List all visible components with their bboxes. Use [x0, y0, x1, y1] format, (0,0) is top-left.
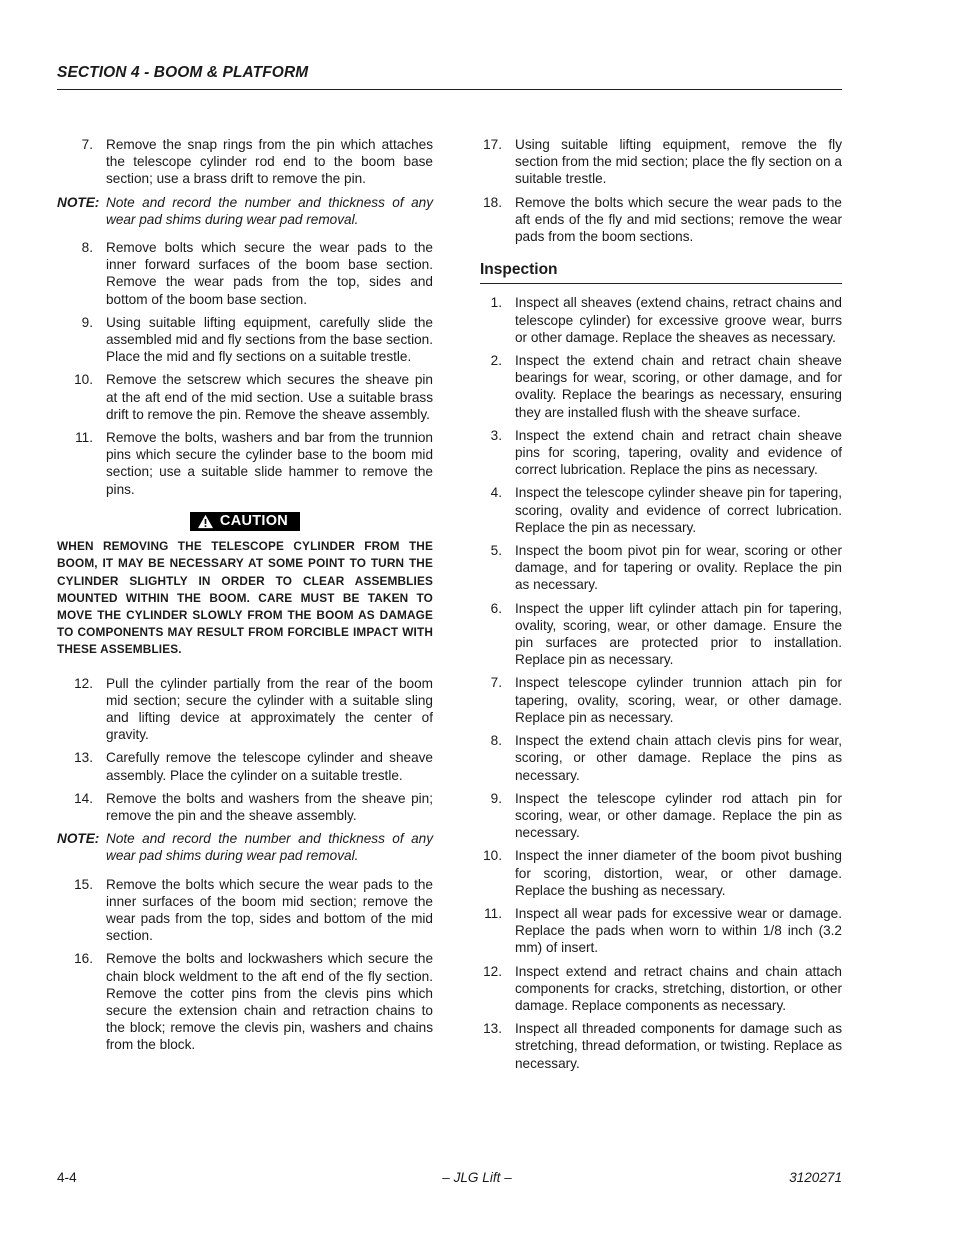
list-item [480, 427, 842, 479]
step-text: Inspect extend and retract chains and chain attach components for cracks, stretching, distortion, or other damage. Replace components as necessary. [515, 963, 842, 1013]
header-divider [57, 89, 842, 90]
list-item [57, 239, 433, 308]
caution-badge [190, 512, 300, 531]
step-text: Using suitable lifting equipment, remove the fly section from the mid section; place the fly section on a suitable trestle. [515, 137, 842, 187]
step-text: Remove the bolts which secure the wear pads to the aft ends of the fly and mid sections; remove the wear pads from the boom sections. [515, 194, 842, 245]
list-item [480, 790, 842, 842]
step-number: 11. [484, 905, 502, 921]
step-text: Inspect all wear pads for excessive wear or damage. Replace the pads when worn to within 1/8 inch (3.2 mm) of insert. [515, 905, 842, 956]
step-text: Carefully remove the telescope cylinder and sheave assembly. Place the cylinder on a suitable trestle. [106, 750, 433, 783]
step-text: Inspect telescope cylinder trunnion attach pin for tapering, ovality, scoring, wear, or other damage. Replace pin as necessary. [515, 675, 842, 725]
step-text: Using suitable lifting equipment, carefully slide the assembled mid and fly sections from the base section. Place the mid and fly sections on a suitable trestle. [106, 314, 433, 365]
step-text: Inspect the extend chain and retract chain sheave pins for scoring, tapering, ovality and evidence of correct lubrication. Replace the pins as necessary. [515, 427, 842, 478]
steps-group-b [57, 239, 433, 498]
footer-doc-number: 3120271 [789, 1170, 842, 1185]
step-text: Inspect all threaded components for damage such as stretching, thread deformation, or twisting. Replace as necessary. [515, 1021, 842, 1071]
warning-triangle-icon [197, 514, 214, 529]
inspection-steps [480, 294, 842, 1071]
step-text: Remove the bolts which secure the wear pads to the inner surfaces of the boom mid section; remove the wear pads from the top, sides and bottom of the mid section. [106, 876, 433, 944]
step-number: 13. [74, 750, 93, 766]
step-number: 3. [490, 427, 502, 443]
step-text: Inspect the inner diameter of the boom pivot bushing for scoring, distortion, wear, or other damage. Replace the bushing as necessary. [515, 848, 842, 898]
step-text: Inspect the boom pivot pin for wear, scoring or other damage, and for tapering or ovality. Replace the pin as necessary. [515, 543, 842, 593]
list-item [480, 600, 842, 669]
step-number: 11. [75, 430, 93, 446]
step-text: Remove the setscrew which secures the sheave pin at the aft end of the mid section. Use a suitable brass drift to remove the pin. Remove the sheave assembly. [106, 372, 433, 422]
list-item [57, 749, 433, 783]
left-column [57, 136, 433, 1060]
list-item [480, 542, 842, 594]
step-number: 6. [490, 600, 502, 616]
caution-text: WHEN REMOVING THE TELESCOPE CYLINDER FROM THE BOOM, IT MAY BE NECESSARY AT SOME POINT TO TURN THE CYLINDER SLIGHTLY IN ORDER TO CLEAR ASSEMBLIES MOUNTED WITHIN THE BOOM. CARE MUST BE TAKEN TO MOVE THE CYLINDER SLOWLY FROM THE BOOM AS DAMAGE TO COMPONENTS MAY RESULT FROM FORCIBLE IMPACT WITH THESE ASSEMBLIES. [57, 539, 433, 657]
step-number: 5. [490, 543, 502, 559]
step-text: Inspect the telescope cylinder rod attach pin for scoring, wear, or other damage. Replace the pin as necessary. [515, 790, 842, 841]
list-item [57, 675, 433, 744]
step-number: 15. [74, 876, 93, 892]
step-text: Remove bolts which secure the wear pads to the inner forward surfaces of the boom base section. Remove the wear pads from the top, sides and bottom of the boom base section. [106, 240, 433, 307]
list-item [480, 905, 842, 957]
step-number: 8. [490, 733, 502, 749]
list-item [480, 1020, 842, 1072]
step-text: Remove the bolts, washers and bar from the trunnion pins which secure the cylinder base to the boom mid section; use a suitable slide hammer to remove the pins. [106, 430, 433, 497]
note-wear-pad-shims [57, 194, 433, 228]
step-number: 4. [490, 485, 502, 501]
steps-group-c [57, 675, 433, 825]
step-number: 12. [483, 963, 502, 979]
note-label: NOTE: [57, 194, 100, 210]
caution-label: CAUTION [219, 512, 289, 529]
list-item [480, 352, 842, 421]
step-number: 1. [490, 295, 502, 311]
list-item [57, 876, 433, 945]
step-number: 8. [81, 240, 93, 256]
step-number: 13. [483, 1021, 502, 1037]
steps-group-a [57, 136, 433, 188]
list-item [57, 790, 433, 824]
list-item [57, 314, 433, 366]
list-item [480, 484, 842, 536]
step-number: 17. [483, 137, 502, 152]
list-item [57, 429, 433, 498]
step-number: 12. [74, 675, 93, 691]
list-item [480, 294, 842, 346]
list-item [480, 194, 842, 246]
step-number: 2. [490, 353, 502, 369]
step-number: 9. [490, 790, 502, 806]
note-wear-pad-shims-2 [57, 830, 433, 864]
list-item [57, 371, 433, 423]
note-label: NOTE: [57, 831, 100, 847]
steps-group-right [480, 136, 842, 245]
step-text: Inspect all sheaves (extend chains, retract chains and telescope cylinder) for excessive groove wear, burrs or other damage. Replace the sheaves as necessary. [515, 295, 842, 345]
list-item [480, 732, 842, 784]
list-item [480, 674, 842, 726]
inspection-heading: Inspection [480, 261, 842, 284]
footer-brand: – JLG Lift – [442, 1170, 512, 1185]
step-text: Pull the cylinder partially from the rear of the boom mid section; secure the cylinder with a suitable sling and lifting device at approximately the center of gravity. [106, 675, 433, 743]
list-item [480, 847, 842, 899]
step-text: Inspect the upper lift cylinder attach pin for tapering, ovality, scoring, wear, or other damage. Ensure the pin surfaces are protected prior to installation. Replace pin as necessary. [515, 600, 842, 668]
step-text: Inspect the extend chain and retract chain sheave bearings for wear, scoring, or other damage, and for ovality. Replace the bearings as necessary, ensuring they are installed flush with the sheave surface. [515, 353, 842, 420]
step-text: Remove the bolts and washers from the sheave pin; remove the pin and the sheave assembly. [106, 790, 433, 823]
step-number: 10. [74, 372, 93, 388]
list-item [480, 136, 842, 188]
step-text: Inspect the extend chain attach clevis pins for wear, scoring, or other damage. Replace the pins as necessary. [515, 733, 842, 783]
step-number: 16. [74, 951, 93, 967]
note-text: Note and record the number and thickness of any wear pad shims during wear pad removal. [106, 194, 433, 227]
step-text: Remove the snap rings from the pin which attaches the telescope cylinder rod end to the boom base section; use a brass drift to remove the pin. [106, 137, 433, 187]
footer-page-number: 4-4 [57, 1170, 77, 1185]
step-number: 9. [81, 314, 93, 330]
step-number: 10. [483, 848, 502, 864]
step-number: 7. [490, 675, 502, 691]
step-number: 18. [483, 194, 502, 210]
list-item [57, 950, 433, 1053]
step-text: Inspect the telescope cylinder sheave pin for tapering, scoring, ovality and evidence of correct lubrication. Replace the pin as necessary. [515, 485, 842, 535]
step-text: Remove the bolts and lockwashers which secure the chain block weldment to the aft end of the fly section. Remove the cotter pins from the clevis pins which secure the extension chain and retraction chains to the block; remove the clevis pin, washers and chains from the block. [106, 951, 433, 1053]
page-header-title: SECTION 4 - BOOM & PLATFORM [57, 64, 309, 81]
step-number: 7. [81, 137, 93, 152]
list-item [57, 136, 433, 188]
step-number: 14. [74, 790, 93, 806]
caution-banner [57, 512, 433, 533]
list-item [480, 963, 842, 1015]
right-column [480, 136, 842, 1078]
steps-group-d [57, 876, 433, 1054]
note-text: Note and record the number and thickness of any wear pad shims during wear pad removal. [106, 831, 433, 864]
